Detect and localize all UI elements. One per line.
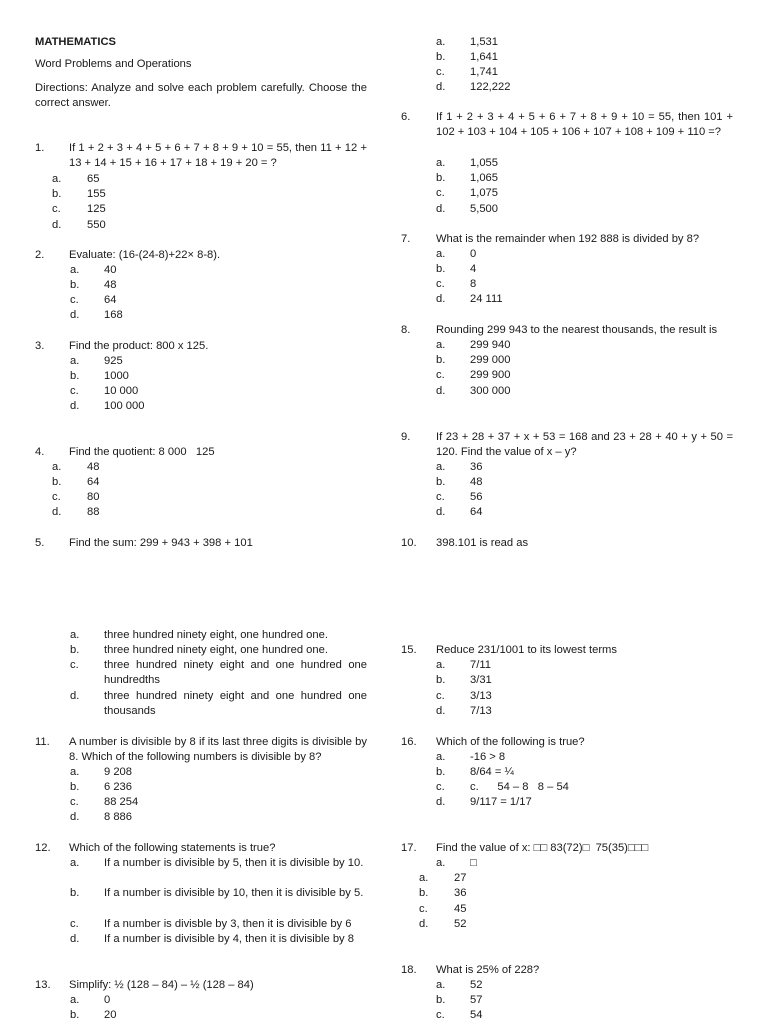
question-number: 2. (35, 249, 45, 261)
question-number: 3. (35, 340, 45, 352)
question-number: 17. (401, 842, 417, 854)
question-number: 7. (401, 233, 411, 245)
q12-option-a[interactable]: If a number is divisible by 5, then it is divisible by 10. (104, 857, 364, 869)
question-text: Simplify: ½ (128 – 84) – ½ (128 – 84) (69, 979, 254, 991)
question-number: 6. (401, 111, 411, 123)
question-text: Find the quotient: 8 000 125 (69, 446, 215, 458)
q12-option-d[interactable]: If a number is divisible by 4, then it is divisible by 8 (104, 933, 354, 945)
question-number: 10. (401, 537, 417, 549)
question-number: 9. (401, 431, 411, 443)
question-number: 16. (401, 736, 417, 748)
q12-option-c[interactable]: If a number is divisble by 3, then it is divisible by 6 (104, 918, 352, 930)
page-title: MATHEMATICS (35, 36, 116, 48)
question-number: 5. (35, 537, 45, 549)
q10-option-d[interactable]: three hundred ninety eight and one hundred one thousands (104, 690, 367, 718)
question-text: Which of the following is true? (436, 736, 585, 748)
question-text: Find the value of x: □□ 83(72)□ 75(35)□□□ (436, 842, 649, 854)
question-number: 11. (35, 736, 50, 748)
q10-option-c[interactable]: three hundred ninety eight and one hundred one hundredths (104, 659, 367, 687)
question-number: 1. (35, 142, 45, 154)
topic-subtitle: Word Problems and Operations (35, 58, 192, 70)
question-number: 12. (35, 842, 51, 854)
directions-text: Directions: Analyze and solve each problem carefully. Choose the correct answer. (35, 82, 367, 110)
question-number: 4. (35, 446, 45, 458)
q12-option-b[interactable]: If a number is divisible by 10, then it is divisible by 5. (104, 887, 364, 899)
question-number: 13. (35, 979, 51, 991)
question-number: 8. (401, 324, 411, 336)
question-text: If 1 + 2 + 3 + 4 + 5 + 6 + 7 + 8 + 9 + 10 = 55, then 101 + 102 + 103 + 104 + 105 + 106 + 107 + 108 + 109 + 110 =? (436, 111, 733, 139)
question-text: Which of the following statements is true? (69, 842, 276, 854)
question-text: 398.101 is read as (436, 537, 529, 549)
question-text: If 1 + 2 + 3 + 4 + 5 + 6 + 7 + 8 + 9 + 10 = 55, then 11 + 12 + 13 + 14 + 15 + 16 + 17 + 18 + 19 + 20 = ? (69, 142, 367, 170)
question-text: Find the sum: 299 + 943 + 398 + 101 (69, 537, 253, 549)
question-text: Reduce 231/1001 to its lowest terms (436, 644, 617, 656)
question-text: A number is divisible by 8 if its last three digits is divisible by 8. Which of the following numbers is divisible by 8? (69, 736, 367, 764)
question-text: Rounding 299 943 to the nearest thousands, the result is (436, 324, 718, 336)
question-number: 15. (401, 644, 417, 656)
question-number: 18. (401, 964, 417, 976)
question-text: What is the remainder when 192 888 is divided by 8? (436, 233, 700, 245)
question-text: Find the product: 800 x 125. (69, 340, 209, 352)
question-text: If 23 + 28 + 37 + x + 53 = 168 and 23 + 28 + 40 + y + 50 = 120. Find the value of x – y? (436, 431, 733, 459)
question-text: Evaluate: (16-(24-8)+22× 8-8). (69, 249, 221, 261)
question-text: What is 25% of 228? (436, 964, 540, 976)
